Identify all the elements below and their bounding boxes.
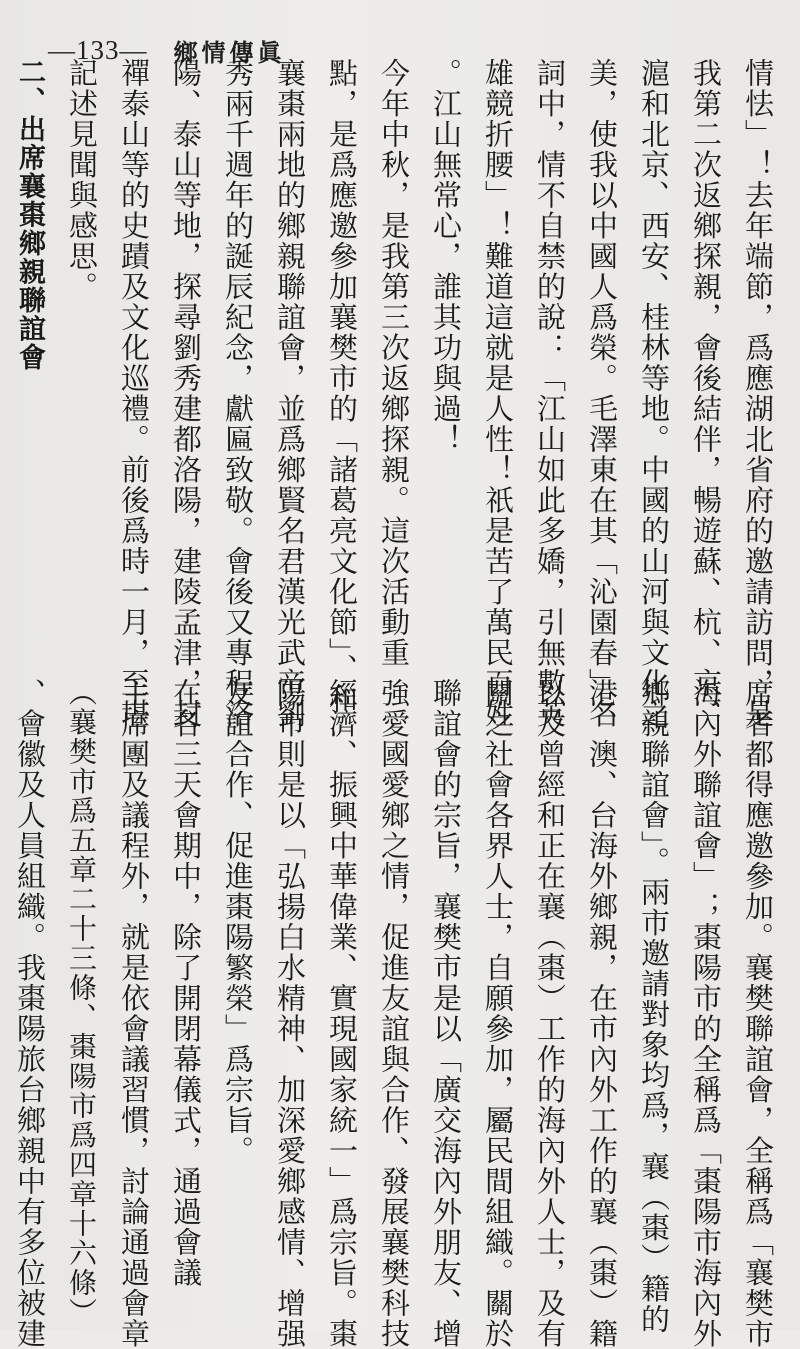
text-column: 今年中秋，是我第三次返鄉探親。這次活動重: [377, 58, 411, 668]
text-column: 我第二次返鄉探親，會後結伴，暢遊蘇、杭、京、: [689, 58, 723, 729]
text-column: 點，是爲應邀參加襄樊市的「諸葛亮文化節」、和: [325, 58, 359, 715]
text-column: 經濟、振興中華偉業、實現國家統一」爲宗旨。棗: [325, 678, 359, 1349]
text-column: 秀兩千週年的誕辰紀念，獻匾致敬。會後又專程洛: [221, 58, 255, 729]
text-column: 記述見聞與感思。: [65, 58, 99, 302]
text-column: 雄競折腰」！難道這就是人性！祇是苦了萬民百姓: [481, 58, 515, 729]
text-column: 席者都得應邀參加。襄樊聯誼會，全稱爲「襄樊市: [741, 678, 775, 1349]
text-column: 陽、泰山等地，探尋劉秀建都洛陽，建陵孟津，封: [169, 58, 203, 729]
text-column: 主席團及議程外，就是依會議習慣，討論通過會章: [117, 678, 151, 1349]
text-column: 滬和北京、西安、桂林等地。中國的山河與文化之: [637, 58, 671, 729]
text-column: 、會徽及人員組織。我棗陽旅台鄉親中有多位被建: [13, 678, 47, 1349]
text-column: 。江山無常心，誰其功與過！: [429, 58, 463, 455]
text-column: 友誼合作、促進棗陽繁榮」爲宗旨。: [221, 678, 255, 1166]
text-column: 強愛國愛鄉之情，促進友誼與合作、發展襄樊科技: [377, 678, 411, 1349]
text-column: 詞中，情不自禁的說：「江山如此多嬌，引無數英: [533, 58, 567, 729]
text-column: （襄樊市爲五章二十三條、棗陽市爲四章十六條）: [65, 678, 98, 1327]
text-column: 港、澳、台海外鄉親，在市內外工作的襄（棗）籍: [585, 678, 619, 1349]
section-heading: 二、出席襄棗鄉親聯誼會: [14, 58, 45, 372]
text-column: 在各三天會期中，除了開閉幕儀式，通過會議: [169, 678, 203, 1288]
text-column: 陽市則是以「弘揚白水精神、加深愛鄉感情、增强: [273, 678, 307, 1349]
lower-text-block: [13, 678, 780, 1349]
text-column: 襄棗兩地的鄉親聯誼會，並爲鄉賢名君漢光武帝劉: [273, 58, 307, 729]
upper-text-block: [14, 58, 780, 729]
running-head: 鄉情傳眞: [173, 37, 286, 67]
text-column: 美，使我以中國人爲榮。毛澤東在其「沁園春」名: [585, 58, 619, 729]
text-column: 鄉親聯誼會」。兩市邀請對象均爲，襄（棗）籍的: [637, 678, 671, 1335]
text-column: 關之社會各界人士，自願參加，屬民間組織。關於: [481, 678, 515, 1349]
page-number: —133—: [48, 34, 148, 65]
text-column: 聯誼會的宗旨，襄樊市是以「廣交海內外朋友、增: [429, 678, 463, 1349]
text-column: 海內外聯誼會」；棗陽市的全稱爲「棗陽市海內外: [689, 678, 723, 1349]
text-column: 情怯」！去年端節，爲應湖北省府的邀請訪問，是: [741, 58, 775, 729]
text-column: 以及曾經和正在襄（棗）工作的海內外人士，及有: [533, 678, 567, 1349]
text-column: 禪泰山等的史蹟及文化巡禮。前後爲時一月，至堪: [117, 58, 151, 729]
